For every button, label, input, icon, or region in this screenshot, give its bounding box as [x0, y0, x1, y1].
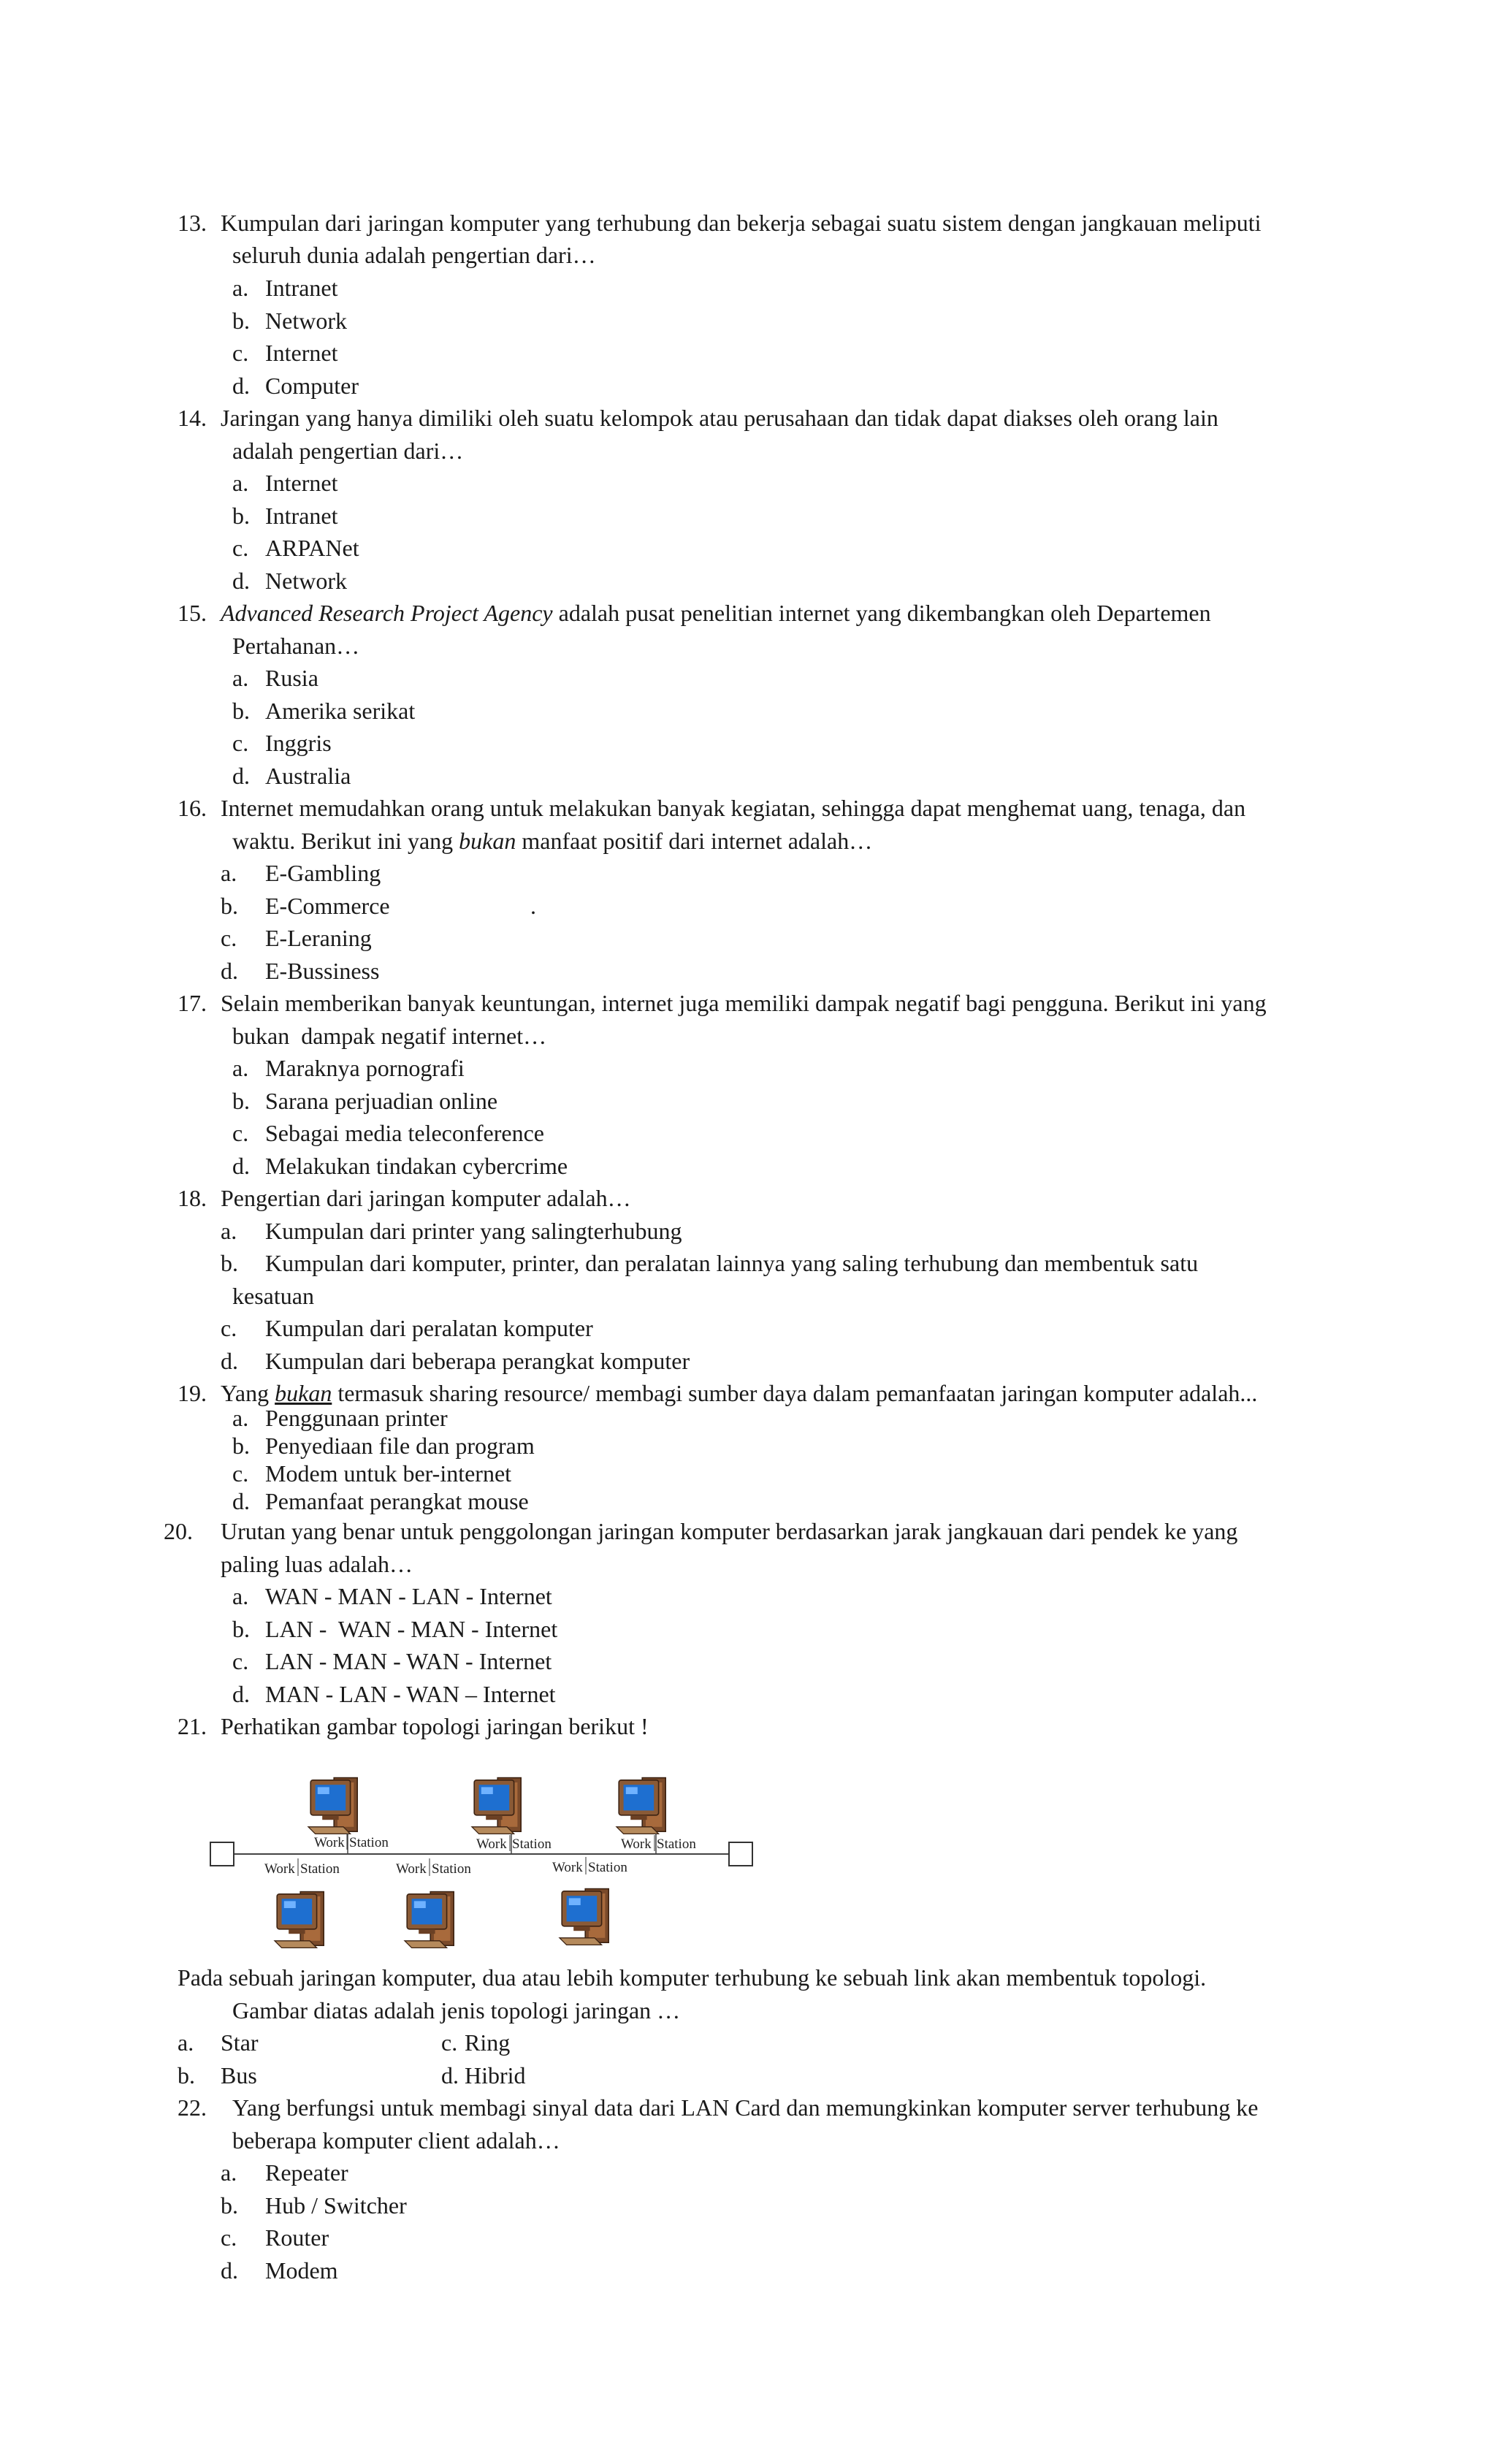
option-text: Kumpulan dari printer yang salingterhubung — [265, 1218, 682, 1244]
option-text: Inggris — [265, 730, 332, 756]
question-text-cont: seluruh dunia adalah pengertian dari… — [232, 242, 596, 268]
option-letter: a. — [221, 2159, 237, 2186]
question-text: Kumpulan dari jaringan komputer yang terhubung dan bekerja sebagai suatu sistem dengan jangkauan meliputi — [221, 210, 1262, 236]
option-letter: c. — [221, 1315, 237, 1341]
workstation-top-2 — [472, 1778, 521, 1834]
text-part: termasuk sharing resource/ membagi sumber daya dalam pemanfaatan jaringan komputer adalah... — [332, 1380, 1258, 1406]
option-text: Star — [221, 2029, 259, 2056]
option-text: Sebagai media teleconference — [265, 1120, 544, 1146]
question-text-rest: adalah pusat penelitian internet yang dikembangkan oleh Departemen — [552, 600, 1211, 626]
option-letter: b. — [232, 1433, 250, 1459]
bus-topology-diagram — [205, 1761, 774, 1958]
option-letter: b. — [232, 698, 250, 724]
option-letter: d. — [441, 2062, 459, 2089]
option-text: E-Bussiness — [265, 958, 380, 984]
question-number: 13. — [178, 210, 207, 236]
option-letter: c. — [232, 340, 249, 366]
option-text: Computer — [265, 373, 359, 399]
workstation-label-left: Work — [476, 1836, 507, 1852]
option-text: Router — [265, 2224, 329, 2251]
option-letter: a. — [178, 2029, 194, 2056]
question-text-cont: beberapa komputer client adalah… — [232, 2127, 560, 2154]
option-letter: d. — [232, 1153, 250, 1179]
workstation-bottom-1 — [275, 1892, 324, 1948]
option-letter: c. — [221, 925, 237, 951]
option-text: Internet — [265, 340, 338, 366]
option-text: Intranet — [265, 503, 338, 529]
option-letter: a. — [221, 860, 237, 886]
option-letter: b. — [221, 2192, 238, 2219]
option-text: Network — [265, 308, 347, 334]
option-text: LAN - MAN - WAN - Internet — [265, 1648, 552, 1674]
option-text: Hub / Switcher — [265, 2192, 407, 2219]
question-text: Urutan yang benar untuk penggolongan jaringan komputer berdasarkan jarak jangkauan dari pendek ke yang — [221, 1518, 1238, 1544]
option-text: Ring — [465, 2029, 511, 2056]
workstation-label-left: Work — [396, 1861, 427, 1877]
question-text-cont: paling luas adalah… — [221, 1551, 413, 1577]
workstation-label-left: Work — [552, 1860, 583, 1875]
question-text: Yang berfungsi untuk membagi sinyal data dari LAN Card dan memungkinkan komputer server terhubung ke — [232, 2094, 1259, 2121]
option-letter: b. — [232, 503, 250, 529]
option-letter: a. — [232, 275, 249, 301]
question-text: Internet memudahkan orang untuk melakukan banyak kegiatan, sehingga dapat menghemat uang, tenaga, dan — [221, 795, 1246, 821]
option-text: Penyediaan file dan program — [265, 1433, 535, 1459]
question-text — [221, 597, 1211, 629]
option-letter: d. — [232, 763, 250, 789]
text-part: manfaat positif dari internet adalah… — [516, 828, 873, 854]
italic-term: Advanced Research Project Agency — [221, 600, 553, 626]
option-text: Sarana perjuadian online — [265, 1088, 498, 1114]
question-text-cont — [232, 825, 872, 857]
option-text-cont: kesatuan — [232, 1283, 314, 1309]
option-text: Bus — [221, 2062, 257, 2089]
option-text: LAN - WAN - MAN - Internet — [265, 1616, 558, 1642]
workstation-label-right: Station — [300, 1861, 340, 1877]
option-text: Repeater — [265, 2159, 348, 2186]
question-text-cont: adalah pengertian dari… — [232, 438, 464, 464]
option-letter: a. — [232, 1055, 249, 1081]
question-text: Pada sebuah jaringan komputer, dua atau lebih komputer terhubung ke sebuah link akan membentuk topologi. — [178, 1964, 1207, 1991]
workstation-label-left: Work — [264, 1861, 295, 1877]
option-text: E-Commerce — [265, 893, 390, 919]
option-text: Network — [265, 568, 347, 594]
italic-underlined-term: bukan — [275, 1380, 332, 1406]
option-letter: c. — [232, 730, 249, 756]
option-letter: a. — [232, 1405, 249, 1431]
question-text-cont: bukan dampak negatif internet… — [232, 1023, 547, 1049]
option-text: Amerika serikat — [265, 698, 416, 724]
option-text: Penggunaan printer — [265, 1405, 448, 1431]
option-letter: d. — [232, 1681, 250, 1707]
option-text: Kumpulan dari komputer, printer, dan peralatan lainnya yang saling terhubung dan membentuk satu — [265, 1250, 1199, 1276]
option-text: E-Leraning — [265, 925, 372, 951]
question-number: 19. — [178, 1380, 207, 1406]
option-letter: c. — [232, 1648, 249, 1674]
option-letter: d. — [232, 373, 250, 399]
option-text: Intranet — [265, 275, 338, 301]
question-number: 22. — [178, 2094, 207, 2121]
option-letter: b. — [221, 893, 238, 919]
option-letter: c. — [232, 1460, 249, 1487]
option-text: Pemanfaat perangkat mouse — [265, 1488, 529, 1514]
question-number: 14. — [178, 405, 207, 431]
question-text: Perhatikan gambar topologi jaringan berikut ! — [221, 1713, 649, 1739]
option-text: Modem — [265, 2257, 338, 2284]
workstation-top-3 — [617, 1778, 665, 1834]
terminator-left — [210, 1842, 234, 1866]
option-letter: a. — [232, 1583, 249, 1609]
option-letter: c. — [232, 535, 249, 561]
text-part: waktu. Berikut ini yang — [232, 828, 459, 854]
question-text: Pengertian dari jaringan komputer adalah… — [221, 1185, 631, 1211]
option-letter: c. — [232, 1120, 249, 1146]
question-number: 17. — [178, 990, 207, 1016]
option-letter: b. — [178, 2062, 195, 2089]
option-letter: a. — [232, 665, 249, 691]
option-letter: a. — [232, 470, 249, 496]
workstation-label-right: Station — [588, 1860, 627, 1875]
option-letter: c. — [441, 2029, 458, 2056]
question-text: Selain memberikan banyak keuntungan, internet juga memiliki dampak negatif bagi pengguna. Berikut ini yang — [221, 990, 1267, 1016]
option-text: Kumpulan dari peralatan komputer — [265, 1315, 593, 1341]
option-letter: d. — [221, 958, 238, 984]
question-number: 21. — [178, 1713, 207, 1739]
question-text-cont: Gambar diatas adalah jenis topologi jaringan … — [232, 1997, 681, 2024]
workstation-label-right: Station — [657, 1836, 696, 1852]
option-text: Australia — [265, 763, 351, 789]
question-number: 15. — [178, 600, 207, 626]
question-number: 18. — [178, 1185, 207, 1211]
option-text: Maraknya pornografi — [265, 1055, 465, 1081]
workstation-label-right: Station — [349, 1835, 389, 1850]
option-text: Melakukan tindakan cybercrime — [265, 1153, 568, 1179]
option-letter: b. — [232, 1616, 250, 1642]
option-text: Rusia — [265, 665, 318, 691]
option-text: E-Gambling — [265, 860, 381, 886]
option-text: MAN - LAN - WAN – Internet — [265, 1681, 556, 1707]
question-number: 20. — [164, 1518, 193, 1544]
option-letter: a. — [221, 1218, 237, 1244]
option-text: ARPANet — [265, 535, 359, 561]
workstation-label-left: Work — [314, 1835, 345, 1850]
text-part: Yang — [221, 1380, 275, 1406]
option-letter: d. — [221, 1348, 238, 1374]
question-text-cont: Pertahanan… — [232, 633, 360, 659]
terminator-right — [729, 1842, 752, 1866]
option-text: Modem untuk ber-internet — [265, 1460, 512, 1487]
option-letter: d. — [232, 1488, 250, 1514]
workstation-top-1 — [308, 1778, 357, 1834]
option-text: Hibrid — [465, 2062, 526, 2089]
option-letter: c. — [221, 2224, 237, 2251]
workstation-label-right: Station — [432, 1861, 471, 1877]
option-text: WAN - MAN - LAN - Internet — [265, 1583, 552, 1609]
option-letter: b. — [232, 1088, 250, 1114]
workstation-bottom-2 — [405, 1892, 454, 1948]
option-letter: b. — [221, 1250, 238, 1276]
option-letter: b. — [232, 308, 250, 334]
stray-dot: . — [530, 893, 536, 919]
workstation-label-left: Work — [621, 1836, 652, 1852]
question-text: Jaringan yang hanya dimiliki oleh suatu kelompok atau perusahaan dan tidak dapat diakses oleh orang lain — [221, 405, 1218, 431]
workstation-label-right: Station — [512, 1836, 552, 1852]
option-letter: d. — [232, 568, 250, 594]
italic-term: bukan — [459, 828, 516, 854]
option-letter: d. — [221, 2257, 238, 2284]
question-number: 16. — [178, 795, 207, 821]
option-text: Internet — [265, 470, 338, 496]
option-text: Kumpulan dari beberapa perangkat komputer — [265, 1348, 690, 1374]
workstation-bottom-3 — [560, 1889, 608, 1945]
